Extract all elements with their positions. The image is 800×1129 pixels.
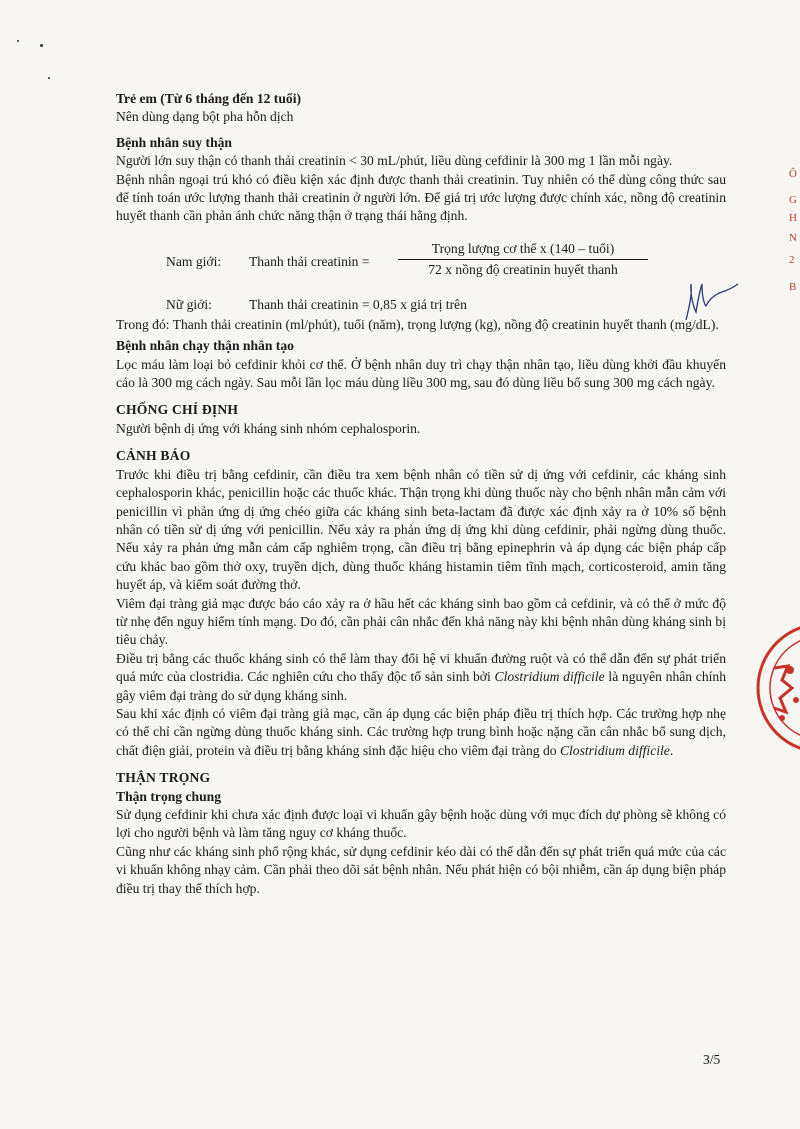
caution-heading: THẬN TRỌNG	[116, 770, 211, 786]
warning-heading: CẢNH BÁO	[116, 448, 191, 464]
edge-letter: B	[789, 281, 797, 293]
dialysis-text: Lọc máu làm loại bỏ cefdinir khỏi cơ thể. Ở bệnh nhân duy trì chạy thận nhân tạo, liều dùng khởi đầu khuyến cáo là 300 mg cách ngày. Sau mỗi lần lọc máu dùng liều 300 mg, sau đó dùng liều bổ sung 300 mg cách ngày.	[116, 356, 726, 391]
renal-heading: Bệnh nhân suy thận	[116, 134, 232, 150]
renal-paragraph-1: Người lớn suy thận có thanh thải creatinin < 30 mL/phút, liều dùng cefdinir là 300 mg 1 lần mỗi ngày.	[116, 153, 673, 169]
scan-speck	[40, 44, 43, 47]
male-formula	[116, 240, 726, 288]
female-label: Nữ giới:	[166, 296, 212, 312]
children-heading: Trẻ em (Từ 6 tháng đến 12 tuổi)	[116, 91, 301, 106]
scan-speck	[17, 40, 19, 42]
children-text: Nên dùng dạng bột pha hỗn dịch	[116, 109, 294, 125]
warning-p4-text-b: .	[669, 742, 674, 758]
warning-paragraph-4	[116, 705, 726, 760]
warning-p3-text-a: Điều trị bằng các thuốc kháng sinh có thể làm thay đổi hệ vi khuẩn đường ruột và có thể dẫn đến sự phát triển quá mức của clostridia. Các nghiên cứu cho thấy độc tố sản sinh bởi	[116, 650, 726, 685]
warning-p4-text-a: Sau khi xác định có viêm đại tràng giả mạc, cần áp dụng các biện pháp điều trị thích hợp. Các trường hợp nhẹ có thể chỉ cần ngừng dùng thuốc kháng sinh. Các trường hợp trung bình hoặc nặng cần cân nhắc bổ sung dịch, chất điện giải, protein và điều trị bằng kháng sinh đặc hiệu cho viêm đại tràng do	[116, 705, 726, 758]
edge-letter: H	[789, 212, 797, 224]
caution-paragraph-1: Sử dụng cefdinir khi chưa xác định được loại vi khuẩn gây bệnh hoặc dùng với mục đích dự phòng sẽ không có lợi cho người bệnh và làm tăng nguy cơ kháng thuốc.	[116, 807, 726, 841]
dialysis-heading: Bệnh nhân chạy thận nhân tạo	[116, 338, 294, 354]
document-page	[116, 90, 726, 898]
formula-numerator: Trọng lượng cơ thể x (140 – tuổi)	[398, 240, 648, 260]
male-label: Nam giới:	[166, 253, 222, 269]
organism-name: Clostridium difficile	[494, 669, 605, 685]
contraindication-heading: CHỐNG CHỈ ĐỊNH	[116, 402, 239, 418]
formula-denominator: 72 x nồng độ creatinin huyết thanh	[428, 262, 618, 278]
edge-letter: G	[789, 194, 797, 206]
organism-name: Clostridium difficile	[559, 742, 670, 758]
warning-paragraph-3	[116, 650, 726, 705]
caution-subheading: Thận trọng chung	[116, 788, 222, 804]
contraindication-text: Người bệnh dị ứng với kháng sinh nhóm cephalosporin.	[116, 420, 421, 436]
formula-note: Trong đó: Thanh thải creatinin (ml/phút), tuổi (năm), trọng lượng (kg), nồng độ creatinin huyết thanh (mg/dL).	[116, 316, 719, 332]
signature	[682, 274, 742, 324]
warning-paragraph-2: Viêm đại tràng giả mạc được báo cáo xảy ra ở hầu hết các kháng sinh bao gồm cả cefdinir, và có thể ở mức độ từ nhẹ đến nguy hiểm tính mạng. Do đó, cần phải cân nhắc đến khả năng này khi bệnh nhân dùng kháng sinh bị tiêu chảy.	[116, 595, 726, 648]
edge-letter: Ô	[789, 168, 797, 180]
female-formula-rhs: Thanh thải creatinin = 0,85 x giá trị trên	[249, 296, 467, 312]
company-stamp	[752, 608, 800, 768]
warning-paragraph-1: Trước khi điều trị bằng cefdinir, cần điều tra xem bệnh nhân có tiền sử dị ứng với cefdinir, các kháng sinh cephalosporin khác, penicillin hoặc các thuốc khác. Thận trọng khi dùng thuốc này cho bệnh nhân mẫn cảm với penicillin vì phản ứng dị ứng chéo giữa các kháng sinh beta-lactam đã được xác định xảy ra ở 10% số bệnh nhân có tiền sử dị ứng với penicillin. Nếu xảy ra phản ứng dị ứng khi dùng cefdinir, phải ngừng dùng thuốc. Nếu xảy ra phản ứng mẫn cảm cấp nghiêm trọng, cần điều trị bằng epinephrin và áp dụng các biện pháp cấp cứu khác bao gồm thở oxy, truyền dịch, dùng thuốc kháng histamin tiêm tĩnh mạch, corticosteroid, amin tăng huyết áp, và kiểm soát đường thở.	[116, 466, 726, 593]
male-formula-lhs: Thanh thải creatinin =	[249, 253, 370, 269]
edge-letter: 2	[789, 254, 795, 266]
edge-letter: N	[789, 232, 797, 244]
renal-paragraph-2: Bệnh nhân ngoại trú khó có điều kiện xác định được thanh thải creatinin. Tuy nhiên có thể dùng công thức sau để tính toán ước lượng thanh thải creatinin ở người lớn. Để giá trị ước lượng được chính xác, nồng độ creatinin huyết thanh cần phản ánh chức năng thận ở trạng thái hằng định.	[116, 171, 726, 224]
female-formula	[116, 296, 726, 316]
warning-p3-text-b: là nguyên nhân chính gây viêm đại tràng do sử dụng kháng sinh.	[116, 669, 726, 703]
scan-speck	[48, 77, 50, 79]
caution-paragraph-2: Cũng như các kháng sinh phổ rộng khác, sử dụng cefdinir kéo dài có thể dẫn đến sự phát triển quá mức của các vi khuẩn không nhạy cảm. Cần phải theo dõi sát bệnh nhân. Nếu phát hiện có bội nhiễm, cần áp dụng biện pháp điều trị thay thế thích hợp.	[116, 843, 726, 896]
formula-fraction	[398, 240, 648, 280]
page-number: 3/5	[703, 1052, 721, 1067]
